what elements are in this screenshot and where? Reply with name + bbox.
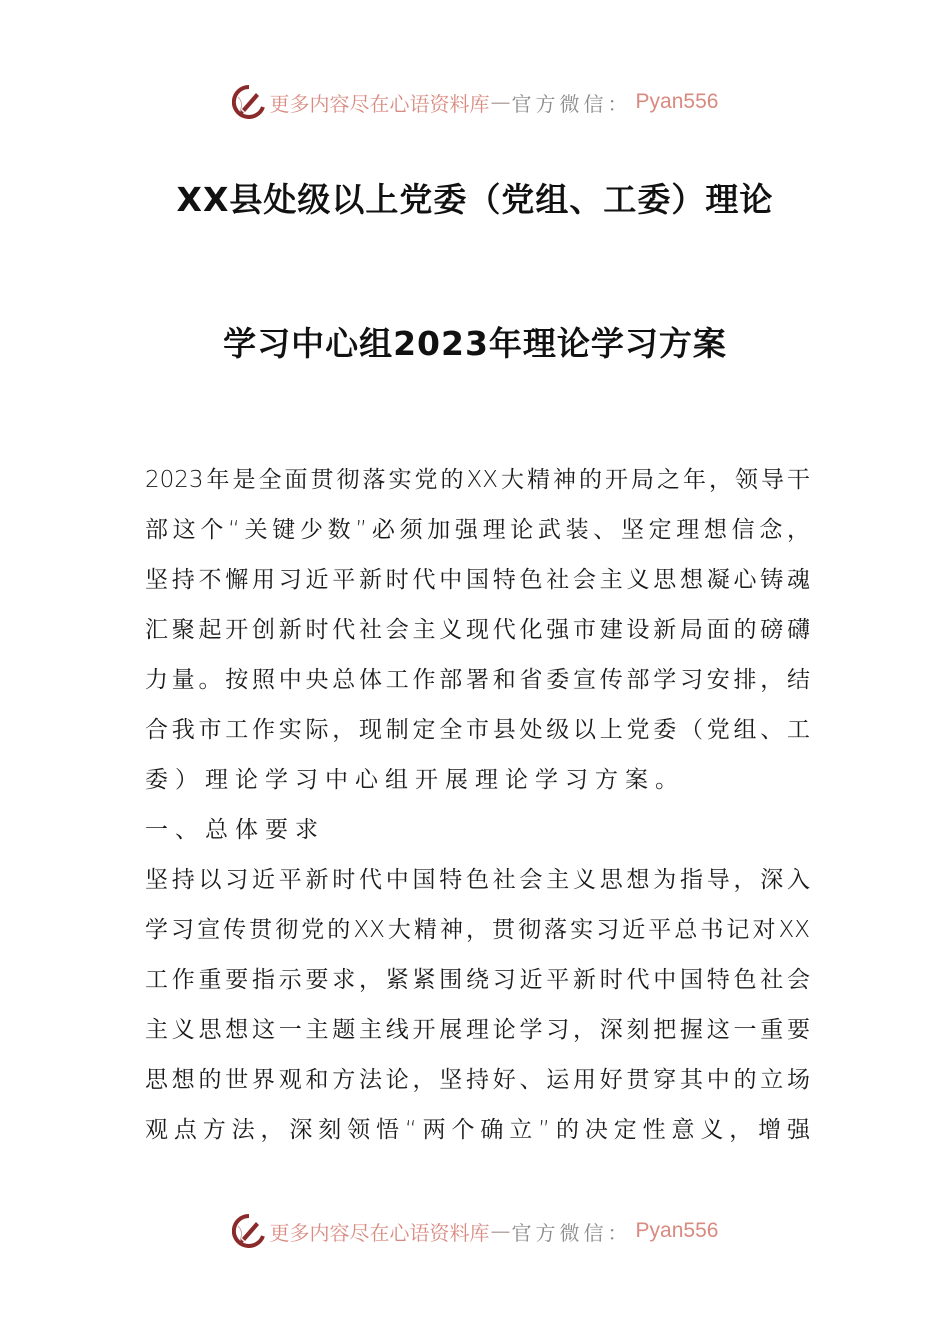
paragraph-general-requirements [145, 855, 810, 1155]
header-watermark [0, 82, 950, 122]
document-body [145, 455, 810, 1155]
watermark-wechat-label: 官方微信： [511, 1220, 632, 1245]
paragraph-line: 工作重要指示要求，紧紧围绕习近平新时代中国特色社会 [145, 967, 810, 993]
quill-pen-circle-icon [232, 85, 266, 119]
paragraph-line: 汇聚起开创新时代社会主义现代化强市建设新局面的磅礴 [145, 617, 810, 643]
paragraph-line: 坚持不懈用习近平新时代中国特色社会主义思想凝心铸魂 [145, 567, 810, 593]
paragraph-line: 部这个“关键少数”必须加强理论武装、坚定理想信念， [145, 517, 810, 543]
watermark-source-text: 更多内容尽在心语资料库 [269, 1220, 490, 1245]
watermark-wechat-label: 官方微信： [511, 91, 632, 116]
paragraph-intro [145, 455, 810, 805]
document-title-line-2: 学习中心组2023年理论学习方案 [223, 324, 727, 363]
watermark-wechat-id: Pyan556 [635, 1219, 719, 1242]
document-title-line-1: XX县处级以上党委（党组、工委）理论 [176, 180, 774, 219]
paragraph-line: 学习宣传贯彻党的XX大精神，贯彻落实习近平总书记对XX [145, 917, 810, 943]
section-heading: 一、总体要求 [145, 817, 325, 843]
paragraph-line: 合我市工作实际，现制定全市县处级以上党委（党组、工 [145, 717, 810, 743]
paragraph-line: 力量。按照中央总体工作部署和省委宣传部学习安排，结 [145, 667, 810, 693]
paragraph-line: 委）理论学习中心组开展理论学习方案。 [145, 767, 685, 793]
footer-watermark [0, 1211, 950, 1251]
paragraph-line: 主义思想这一主题主线开展理论学习，深刻把握这一重要 [145, 1017, 810, 1043]
watermark-dash: — [490, 90, 511, 114]
quill-pen-circle-icon [232, 1214, 266, 1248]
paragraph-line: 观点方法，深刻领悟“两个确立”的决定性意义，增强 [145, 1117, 810, 1143]
watermark-wechat-id: Pyan556 [635, 90, 719, 113]
paragraph-line: 坚持以习近平新时代中国特色社会主义思想为指导，深入 [145, 867, 810, 893]
watermark-dash: — [490, 1219, 511, 1243]
watermark-source-text: 更多内容尽在心语资料库 [269, 91, 490, 116]
paragraph-line: 2023年是全面贯彻落实党的XX大精神的开局之年，领导干 [145, 467, 810, 493]
paragraph-line: 思想的世界观和方法论，坚持好、运用好贯穿其中的立场 [145, 1067, 810, 1093]
